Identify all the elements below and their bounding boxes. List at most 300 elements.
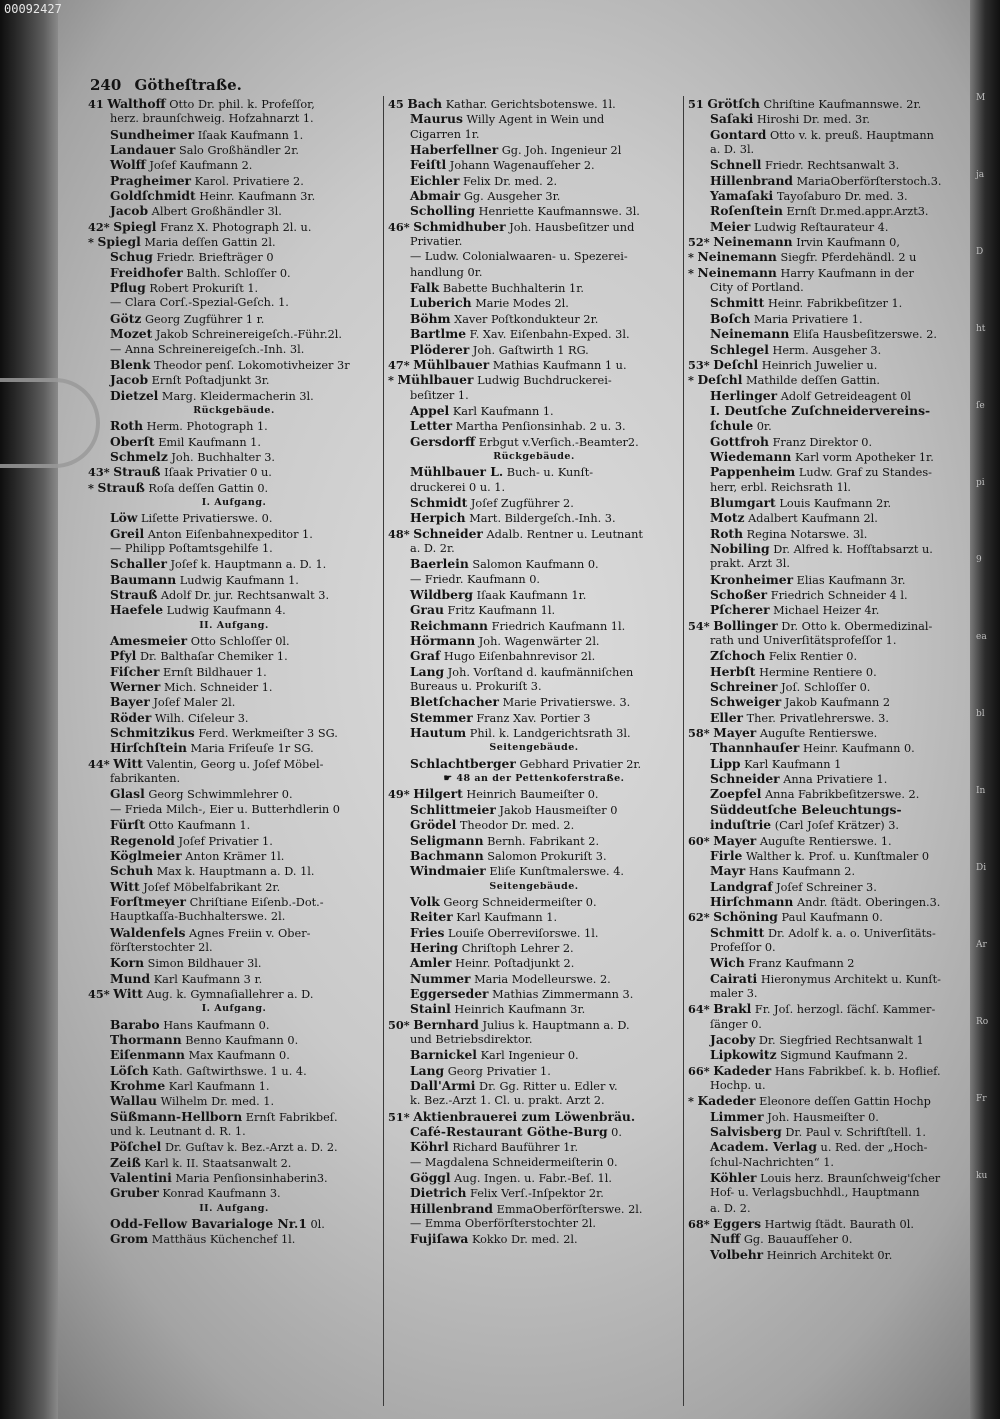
directory-entry bbox=[688, 986, 973, 1001]
resident-name: Bachmann bbox=[410, 847, 484, 863]
directory-entry bbox=[88, 1078, 380, 1093]
entry-details: und k. Leutnant d. R. 1. bbox=[110, 1125, 246, 1139]
entry-details: maler 3. bbox=[710, 986, 758, 1000]
directory-entry bbox=[688, 1047, 973, 1062]
directory-entry bbox=[88, 802, 380, 817]
directory-entry bbox=[388, 372, 680, 387]
resident-name: Nobiling bbox=[710, 540, 770, 556]
directory-entry bbox=[88, 986, 380, 1001]
entry-details: Herm. Photograph 1. bbox=[146, 420, 268, 434]
entry-details: (Carl Joſef Krätzer) 3. bbox=[774, 819, 899, 833]
directory-entry bbox=[88, 1017, 380, 1032]
resident-name: Goldſchmidt bbox=[110, 188, 196, 204]
resident-name: Motz bbox=[710, 510, 745, 526]
entry-details: Salomon Kaufmann 0. bbox=[472, 558, 599, 572]
directory-entry bbox=[688, 480, 973, 495]
resident-name: Walthoff bbox=[107, 96, 166, 111]
resident-name: Schöning bbox=[713, 909, 778, 925]
entry-details: Walther k. Prof. u. Kunſtmaler 0 bbox=[745, 849, 930, 863]
margin-fragment: ea bbox=[976, 632, 987, 642]
resident-name: Glasl bbox=[110, 786, 145, 802]
directory-entry bbox=[88, 157, 380, 172]
directory-entry bbox=[388, 1001, 680, 1016]
resident-name: Lipkowitz bbox=[710, 1047, 777, 1063]
directory-entry bbox=[388, 971, 680, 986]
resident-name: Grau bbox=[410, 602, 444, 618]
entry-details: Maria Friſeuſe 1r SG. bbox=[190, 742, 314, 756]
resident-name: Blumgart bbox=[710, 494, 776, 510]
entry-details: Georg Schwimmlehrer 0. bbox=[148, 788, 293, 802]
directory-entry bbox=[688, 418, 973, 433]
resident-name: Spiegl bbox=[113, 218, 157, 234]
directory-entry bbox=[388, 664, 680, 679]
house-number: 45* bbox=[88, 986, 110, 1001]
resident-name: Pflug bbox=[110, 280, 146, 296]
entry-details: Joh. Gaſtwirth 1 RG. bbox=[472, 343, 589, 357]
entry-details: Ludwig Buchdruckerei- bbox=[477, 374, 612, 388]
entry-details: förſterstochter 2l. bbox=[110, 940, 213, 954]
entry-details: Heinrich Architekt 0r. bbox=[766, 1248, 893, 1262]
directory-entry bbox=[688, 848, 973, 863]
directory-entry bbox=[88, 648, 380, 663]
resident-name: Löſch bbox=[110, 1062, 149, 1078]
directory-entry bbox=[688, 1093, 973, 1108]
entry-details: City of Portland. bbox=[710, 281, 804, 295]
resident-name: Witt bbox=[110, 878, 140, 894]
resident-name: Bayer bbox=[110, 694, 150, 710]
entry-details: Joh. Wagenwärter 2l. bbox=[478, 635, 600, 649]
directory-entry bbox=[688, 295, 973, 310]
directory-entry bbox=[688, 541, 973, 556]
directory-entry bbox=[688, 664, 973, 679]
entry-details: Gebhard Privatier 2r. bbox=[519, 757, 642, 771]
entry-details: Salo Großhändler 2r. bbox=[178, 144, 299, 158]
entry-details: Heinr. Poſtadjunkt 2. bbox=[455, 957, 575, 971]
resident-name: Schmelz bbox=[110, 448, 168, 464]
resident-name: Landgraf bbox=[710, 878, 773, 894]
directory-entry bbox=[688, 1201, 973, 1216]
house-number: 46* bbox=[388, 219, 410, 234]
directory-entry bbox=[688, 710, 973, 725]
entry-details: Iſaak Kaufmann 1. bbox=[197, 128, 304, 142]
page-number: 240 bbox=[90, 76, 122, 94]
directory-entry bbox=[388, 280, 680, 295]
resident-name: Scholling bbox=[410, 203, 476, 219]
resident-name: Eichler bbox=[410, 172, 460, 188]
directory-entry bbox=[388, 295, 680, 310]
entry-details: Louis Kaufmann 2r. bbox=[779, 496, 892, 510]
entry-details: Jakob Hausmeiſter 0 bbox=[499, 803, 618, 817]
resident-name: Deſchl bbox=[713, 356, 759, 372]
entry-details: Robert Prokuriſt 1. bbox=[149, 282, 259, 296]
resident-name: Herpich bbox=[410, 510, 466, 526]
entry-details: Adolf Dr. jur. Rechtsanwalt 3. bbox=[160, 589, 330, 602]
entry-details: fabrikanten. bbox=[110, 772, 181, 786]
entry-details: Marie Modes 2l. bbox=[475, 297, 569, 311]
resident-name: Schlegel bbox=[710, 341, 769, 357]
directory-entry bbox=[688, 633, 973, 648]
resident-name: Odd-Fellow Bavarialoge Nr.1 bbox=[110, 1216, 307, 1232]
directory-entry bbox=[688, 556, 973, 571]
directory-entry bbox=[88, 127, 380, 142]
entry-details: Phil. k. Landgerichtsrath 3l. bbox=[469, 727, 631, 741]
resident-name: induſtrie bbox=[710, 817, 772, 833]
directory-entry bbox=[688, 326, 973, 341]
directory-entry bbox=[688, 526, 973, 541]
directory-column-2 bbox=[388, 96, 680, 1247]
resident-name: Mühlbauer L. bbox=[410, 464, 504, 480]
resident-name: Windmaier bbox=[410, 863, 486, 879]
entry-details: Anton Krämer 1l. bbox=[185, 849, 285, 863]
resident-name: Grom bbox=[110, 1231, 149, 1247]
resident-name: Bernhard bbox=[413, 1016, 479, 1032]
entry-details: Martha Penſionsinhab. 2 u. 3. bbox=[455, 420, 626, 434]
directory-entry bbox=[688, 372, 973, 387]
resident-name: Fürſt bbox=[110, 817, 145, 833]
entry-details: Joh. Vorſtand d. kaufmänniſchen bbox=[447, 665, 634, 679]
directory-entry bbox=[388, 556, 680, 571]
directory-entry bbox=[88, 1063, 380, 1078]
entry-details: Jakob Kaufmann 2 bbox=[784, 696, 891, 710]
entry-details: Franz Xav. Portier 3 bbox=[476, 711, 591, 725]
entry-details: Hartwig ſtädt. Baurath 0l. bbox=[764, 1218, 914, 1232]
entry-details: Marie Privatierswe. 3. bbox=[502, 696, 631, 710]
entry-details: Adalb. Rentner u. Leutnant bbox=[486, 527, 643, 541]
directory-entry bbox=[388, 265, 680, 280]
entry-details: herz. braunſchweig. Hofzahnarzt 1. bbox=[110, 112, 314, 126]
directory-entry bbox=[688, 1078, 973, 1093]
resident-name: Mayer bbox=[713, 725, 757, 741]
directory-entry bbox=[388, 342, 680, 357]
resident-name: Schmitt bbox=[710, 295, 765, 311]
entry-details: Friedr. Rechtsanwalt 3. bbox=[765, 159, 900, 173]
entry-details: ſänger 0. bbox=[710, 1017, 762, 1031]
directory-entry bbox=[688, 572, 973, 587]
resident-name: Witt bbox=[113, 985, 143, 1001]
entry-details: Harry Kaufmann in der bbox=[780, 266, 914, 280]
house-number: * bbox=[688, 265, 694, 280]
entry-details: Heinr. Fabrikbeſitzer 1. bbox=[767, 297, 903, 311]
resident-name: Café-Restaurant Göthe-Burg bbox=[410, 1124, 608, 1140]
resident-name: Academ. Verlag bbox=[710, 1139, 817, 1155]
resident-name: Wallau bbox=[110, 1093, 157, 1109]
entry-details: Ther. Privatlehrerswe. 3. bbox=[746, 711, 889, 725]
entry-details: — Anna Schreinereigeſch.-Inh. 3l. bbox=[110, 342, 305, 356]
section-heading: II. Aufgang. bbox=[199, 1202, 269, 1214]
directory-entry bbox=[88, 265, 380, 280]
resident-name: Mayr bbox=[710, 863, 746, 879]
directory-entry bbox=[88, 526, 380, 541]
resident-name: Lang bbox=[410, 663, 445, 679]
directory-entry bbox=[88, 740, 380, 755]
resident-name: Mühlbauer bbox=[397, 372, 474, 388]
resident-name: Schweiger bbox=[710, 694, 782, 710]
entry-details: F. Xav. Eiſenbahn-Exped. 3l. bbox=[469, 328, 630, 342]
entry-details: Dr. Gg. Ritter u. Edler v. bbox=[479, 1080, 618, 1093]
resident-name: Salvisberg bbox=[710, 1124, 782, 1140]
entry-details: Joſef Maler 2l. bbox=[153, 696, 236, 710]
resident-name: Kadeder bbox=[697, 1093, 756, 1109]
directory-entry bbox=[688, 96, 973, 111]
resident-name: Bollinger bbox=[713, 617, 778, 633]
directory-entry bbox=[88, 1231, 380, 1246]
resident-name: Schneider bbox=[413, 525, 483, 541]
entry-details: Friedr. Briefträger 0 bbox=[156, 251, 274, 265]
directory-entry bbox=[688, 311, 973, 326]
resident-name: Schmidhuber bbox=[413, 218, 506, 234]
entry-details: Ernſt Dr.med.appr.Arzt3. bbox=[786, 205, 929, 219]
resident-name: Schneider bbox=[710, 771, 780, 787]
directory-entry bbox=[388, 326, 680, 341]
house-number: 48* bbox=[388, 526, 410, 541]
resident-name: Amler bbox=[410, 955, 452, 971]
entry-details: a. D. 3l. bbox=[710, 143, 755, 157]
directory-entry bbox=[388, 480, 680, 495]
entry-details: Dr. Paul v. Schriftſtell. 1. bbox=[785, 1126, 926, 1140]
directory-entry bbox=[88, 694, 380, 709]
resident-name: Hautum bbox=[410, 725, 467, 741]
directory-entry bbox=[688, 1247, 973, 1262]
resident-name: Barabo bbox=[110, 1016, 160, 1032]
entry-details: Felix Verſ.-Inſpektor 2r. bbox=[470, 1187, 604, 1201]
entry-details: — Frieda Milch-, Eier u. Butterhdlerin 0 bbox=[110, 802, 340, 816]
resident-name: Köglmeier bbox=[110, 847, 182, 863]
resident-name: Fries bbox=[410, 924, 445, 940]
directory-entry bbox=[688, 648, 973, 663]
directory-entry bbox=[388, 1124, 680, 1139]
directory-entry bbox=[388, 694, 680, 709]
house-number: * bbox=[88, 235, 94, 250]
entry-details: Hauptkaſſa-Buchhalterswe. 2l. bbox=[110, 910, 286, 924]
resident-name: Köhrl bbox=[410, 1139, 449, 1155]
entry-details: a. D. 2. bbox=[710, 1201, 751, 1215]
entry-details: Joh. Hausbeſitzer und bbox=[509, 220, 635, 234]
directory-entry bbox=[388, 710, 680, 725]
house-number: 53* bbox=[688, 357, 710, 372]
entry-details: — Clara Corſ.-Spezial-Geſch. 1. bbox=[110, 296, 289, 310]
resident-name: Strauß bbox=[113, 464, 161, 480]
directory-entry bbox=[688, 249, 973, 264]
section-heading: Seitengebäude. bbox=[489, 880, 579, 892]
entry-details: Maria Penſionsinhaberin3. bbox=[175, 1172, 328, 1186]
directory-entry bbox=[388, 863, 680, 878]
directory-entry bbox=[88, 756, 380, 771]
directory-entry bbox=[88, 372, 380, 387]
resident-name: Yamaſaki bbox=[710, 188, 774, 204]
entry-details: Auguſte Rentierswe. bbox=[759, 727, 878, 741]
directory-entry bbox=[388, 756, 680, 771]
directory-entry bbox=[88, 1216, 380, 1231]
entry-details: 0l. bbox=[310, 1218, 325, 1232]
resident-name: Mozet bbox=[110, 326, 153, 342]
entry-details: Agnes Freiin v. Ober- bbox=[189, 926, 311, 940]
directory-entry bbox=[688, 203, 973, 218]
resident-name: Mayer bbox=[713, 832, 757, 848]
directory-entry bbox=[688, 833, 973, 848]
resident-name: Köhler bbox=[710, 1170, 757, 1186]
entry-details: Fritz Kaufmann 1l. bbox=[447, 604, 556, 618]
entry-details: Tayoſaburo Dr. med. 3. bbox=[776, 190, 908, 204]
directory-entry bbox=[88, 556, 380, 571]
directory-entry bbox=[88, 280, 380, 295]
directory-entry bbox=[88, 817, 380, 832]
resident-name: Grötſch bbox=[707, 96, 760, 111]
resident-name: Dietzel bbox=[110, 387, 159, 403]
entry-details: Ludwig Kaufmann 4. bbox=[166, 604, 286, 618]
resident-name: Neinemann bbox=[697, 264, 777, 280]
directory-entry bbox=[388, 464, 680, 479]
resident-name: Eiſenmann bbox=[110, 1047, 185, 1063]
directory-entry bbox=[388, 1216, 680, 1231]
directory-entry bbox=[388, 403, 680, 418]
entry-details: Karl Kaufmann 1. bbox=[168, 1080, 270, 1093]
entry-details: Konrad Kaufmann 3. bbox=[162, 1187, 281, 1201]
directory-entry bbox=[688, 786, 973, 801]
resident-name: Bartlme bbox=[410, 326, 467, 342]
resident-name: Jacoby bbox=[710, 1031, 756, 1047]
resident-name: Schmidt bbox=[410, 494, 468, 510]
directory-entry bbox=[88, 1185, 380, 1200]
directory-entry bbox=[688, 142, 973, 157]
directory-entry bbox=[388, 986, 680, 1001]
directory-entry bbox=[388, 311, 680, 326]
directory-entry bbox=[688, 434, 973, 449]
entry-details: Mich. Schneider 1. bbox=[163, 681, 273, 695]
resident-name: Herbſt bbox=[710, 663, 756, 679]
directory-column-3 bbox=[688, 96, 973, 1262]
directory-entry bbox=[688, 694, 973, 709]
margin-fragment: Fr bbox=[976, 1094, 987, 1104]
directory-entry bbox=[688, 1216, 973, 1231]
directory-entry bbox=[88, 203, 380, 218]
entry-details: Hof- u. Verlagsbuchhdl., Hauptmann bbox=[710, 1186, 920, 1200]
directory-entry bbox=[388, 1063, 680, 1078]
resident-name: Haefele bbox=[110, 602, 164, 618]
directory-entry bbox=[88, 96, 380, 111]
entry-details: Hans Fabrikbeſ. k. b. Hoflief. bbox=[774, 1064, 941, 1078]
resident-name: Göggl bbox=[410, 1170, 451, 1186]
directory-entry bbox=[388, 188, 680, 203]
directory-entry bbox=[388, 1139, 680, 1154]
resident-name: Falk bbox=[410, 280, 440, 296]
entry-details: Cigarren 1r. bbox=[410, 127, 480, 141]
street-title: Götheſtraße. bbox=[134, 76, 242, 94]
entry-details: Privatier. bbox=[410, 235, 463, 249]
entry-details: Franz Direktor 0. bbox=[772, 435, 873, 449]
directory-entry bbox=[688, 357, 973, 372]
entry-details: Karl Kaufmann 1. bbox=[452, 404, 554, 418]
resident-name: Lipp bbox=[710, 755, 741, 771]
resident-name: Eller bbox=[710, 709, 744, 725]
margin-fragment: Ar bbox=[976, 940, 987, 950]
directory-entry bbox=[388, 1078, 680, 1093]
directory-entry bbox=[388, 1155, 680, 1170]
entry-details: Anna Fabrikbeſitzerswe. 2. bbox=[764, 788, 920, 802]
resident-name: Stainl bbox=[410, 1001, 451, 1017]
directory-entry bbox=[88, 771, 380, 786]
entry-details: druckerei 0 u. 1. bbox=[410, 480, 506, 494]
directory-entry bbox=[688, 173, 973, 188]
directory-entry bbox=[388, 618, 680, 633]
entry-details: Dr. Alfred k. Hofſtabsarzt u. bbox=[773, 542, 933, 556]
entry-details: Felix Rentier 0. bbox=[768, 650, 858, 664]
entry-details: Joh. Buchhalter 3. bbox=[171, 450, 275, 464]
entry-details: beſitzer 1. bbox=[410, 388, 469, 402]
entry-details: Johann Wagenaufſeher 2. bbox=[449, 159, 595, 173]
house-number: * bbox=[688, 250, 694, 265]
page-left-edge bbox=[0, 0, 58, 1419]
directory-entry bbox=[688, 1109, 973, 1124]
resident-name: Seligmann bbox=[410, 832, 484, 848]
directory-entry bbox=[88, 173, 380, 188]
margin-fragment: In bbox=[976, 786, 986, 796]
directory-entry bbox=[88, 249, 380, 264]
entry-details: Theodor Dr. med. 2. bbox=[459, 819, 575, 833]
entry-details: Louiſe Oberreviſorswe. 1l. bbox=[448, 926, 599, 940]
resident-name: Löw bbox=[110, 510, 138, 526]
directory-entry bbox=[388, 249, 680, 264]
directory-entry bbox=[88, 863, 380, 878]
entry-details: Siegfr. Pferdehändl. 2 u bbox=[780, 251, 917, 265]
directory-entry bbox=[388, 679, 680, 694]
entry-details: Georg Privatier 1. bbox=[447, 1064, 551, 1078]
entry-details: Hiroshi Dr. med. 3r. bbox=[756, 113, 870, 127]
directory-entry bbox=[388, 786, 680, 801]
resident-name: Fujiſawa bbox=[410, 1231, 469, 1247]
resident-name: Hillenbrand bbox=[410, 1200, 493, 1216]
entry-details: Xaver Poſtkondukteur 2r. bbox=[454, 312, 599, 326]
resident-name: Graf bbox=[410, 648, 441, 664]
directory-entry bbox=[388, 541, 680, 556]
resident-name: Volk bbox=[410, 893, 440, 909]
directory-entry bbox=[688, 602, 973, 617]
entry-details: 0. bbox=[611, 1126, 622, 1140]
directory-entry bbox=[388, 510, 680, 525]
entry-details: Babette Buchhalterin 1r. bbox=[442, 282, 584, 296]
resident-name: Zeiß bbox=[110, 1154, 141, 1170]
entry-details: Maria Privatiere 1. bbox=[753, 312, 863, 326]
entry-details: Kath. Gaſtwirthswe. 1 u. 4. bbox=[152, 1064, 307, 1078]
directory-entry bbox=[388, 1047, 680, 1062]
entry-details: Michael Heizer 4r. bbox=[773, 604, 880, 618]
directory-entry bbox=[688, 464, 973, 479]
entry-details: Mathias Kaufmann 1 u. bbox=[492, 358, 627, 372]
directory-entry bbox=[688, 756, 973, 771]
entry-details: Iſaak Privatier 0 u. bbox=[164, 466, 272, 480]
directory-entry bbox=[688, 725, 973, 740]
resident-name: Meier bbox=[710, 218, 751, 234]
directory-entry bbox=[688, 1124, 973, 1139]
resident-name: Schlittmeier bbox=[410, 801, 496, 817]
directory-entry bbox=[688, 234, 973, 249]
entry-details: prakt. Arzt 3l. bbox=[710, 557, 790, 571]
entry-details: — Magdalena Schneidermeiſterin 0. bbox=[410, 1155, 618, 1169]
entry-details: Liſette Privatierswe. 0. bbox=[141, 512, 273, 526]
entry-details: herr, erbl. Reichsrath 1l. bbox=[710, 480, 851, 494]
directory-entry bbox=[388, 572, 680, 587]
entry-details: Franz X. Photograph 2l. u. bbox=[160, 220, 312, 234]
entry-details: Gg. Ausgeher 3r. bbox=[463, 190, 561, 204]
house-number: * bbox=[688, 1094, 694, 1109]
entry-details: Heinrich Kaufmann 3r. bbox=[454, 1003, 586, 1017]
entry-details: Karl Kaufmann 1 bbox=[744, 757, 842, 771]
directory-entry bbox=[388, 1231, 680, 1246]
entry-details: — Friedr. Kaufmann 0. bbox=[410, 572, 540, 586]
resident-name: Mund bbox=[110, 970, 151, 986]
directory-entry bbox=[88, 311, 380, 326]
resident-name: Pappenheim bbox=[710, 464, 796, 480]
directory-entry bbox=[688, 127, 973, 142]
